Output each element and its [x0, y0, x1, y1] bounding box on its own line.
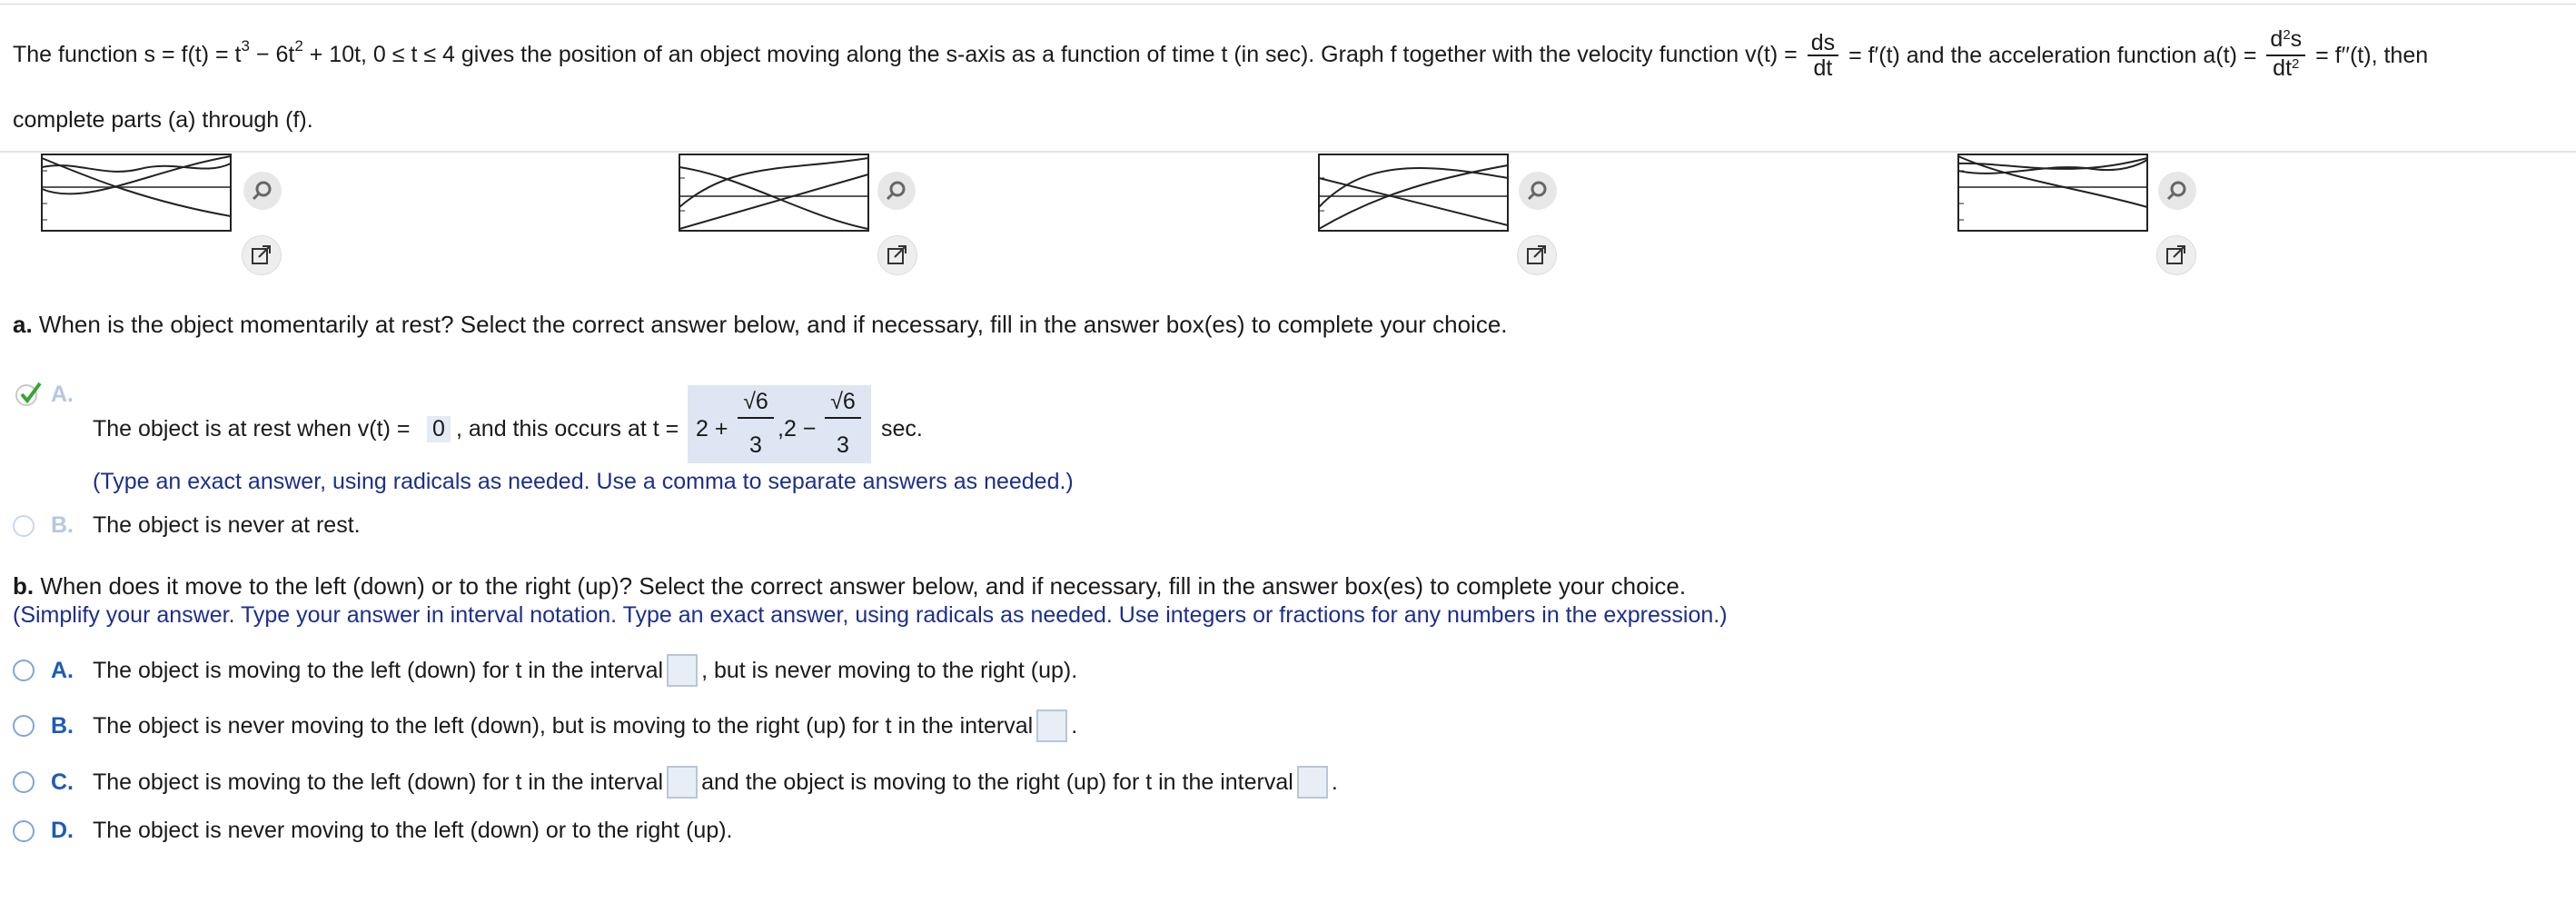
fraction-bar-1 [738, 417, 774, 419]
part-b-question: b. When does it move to the left (down) or to the right (up)? Select the correct answer below, and if necessary, fill in the answer box(es) to complete your choice. [13, 572, 1687, 600]
answer-num-2: √6 [830, 389, 856, 414]
magnifier-icon [1526, 179, 1550, 203]
option-letter: A. [51, 657, 74, 683]
graph-option-2[interactable] [678, 153, 1005, 280]
fraction-bar-2 [825, 417, 861, 419]
graph-option-3[interactable] [1317, 153, 1644, 280]
answer-num-1: √6 [743, 389, 768, 414]
popout-button-1[interactable] [242, 235, 282, 275]
part-a-option-a-text-2: , and this occurs at t = [456, 416, 679, 442]
part-b-option-a[interactable] [13, 654, 1077, 687]
part-b-option-b[interactable] [13, 710, 1077, 742]
part-a-option-a-text-1: The object is at rest when v(t) = [93, 416, 411, 442]
option-letter: B. [51, 512, 74, 538]
zoom-button-3[interactable] [1519, 172, 1557, 210]
interval-input[interactable] [667, 654, 698, 687]
zoom-button-2[interactable] [877, 172, 916, 210]
popout-icon [2165, 244, 2187, 266]
problem-text-3: = f′′(t), then [2315, 43, 2429, 68]
option-text-1: The object is moving to the left (down) for t in the interval [93, 769, 664, 795]
interval-input[interactable] [1036, 710, 1067, 742]
answer-part-1: 2 + [696, 416, 728, 442]
graph-thumbnail-1[interactable] [40, 153, 235, 236]
radio-button[interactable] [13, 771, 35, 793]
graph-option-1[interactable] [40, 153, 367, 280]
zoom-button-1[interactable] [243, 172, 282, 210]
option-text-2: and the object is moving to the right (up) for t in the interval [701, 769, 1293, 795]
zoom-button-4[interactable] [2158, 172, 2196, 210]
acceleration-fraction: $\frac{d^2s}{dt^2}$ [2266, 27, 2305, 84]
part-a-option-a-letter: A. [51, 382, 74, 407]
popout-button-4[interactable] [2156, 235, 2196, 275]
option-text-1: The object is never moving to the left (down), but is moving to the right (up) for t in the interval [93, 712, 1034, 739]
popout-button-2[interactable] [877, 235, 917, 275]
option-letter: C. [51, 769, 74, 795]
graph-thumbnail-3[interactable] [1317, 153, 1512, 236]
graph-option-4[interactable] [1957, 153, 2284, 280]
radio-button[interactable] [13, 515, 35, 537]
part-a-question: a. When is the object momentarily at rest? Select the correct answer below, and if necessary, fill in the answer box(es) to complete your choice. [13, 311, 1508, 338]
interval-input-right[interactable] [1297, 766, 1328, 799]
velocity-fraction: $\frac{ds}{dt}$ [1808, 31, 1838, 80]
problem-text-line2: complete parts (a) through (f). [13, 107, 313, 133]
option-text: The object is never at rest. [93, 512, 361, 538]
popout-icon [887, 244, 908, 266]
interval-input-left[interactable] [667, 766, 698, 799]
option-text-2: . [1071, 712, 1078, 739]
problem-text-2: = f′(t) and the acceleration function a(t) = [1848, 43, 2257, 68]
part-b-option-d[interactable] [13, 818, 733, 844]
problem-text-1: The function $s = f(t) = t^3 - 6t^2 + 10t$, 0 ≤ t ≤ 4 gives the position of an object moving along the s-axis as a function of time t (in sec). Graph f together with the velocity function v(t) = [13, 36, 1798, 67]
part-b-hint: (Simplify your answer. Type your answer in interval notation. Type an exact answer, using radicals as needed. Use integers or fractions for any numbers in the expression.) [13, 602, 1728, 628]
radio-button[interactable] [13, 820, 35, 842]
answer-separator: ,2 − [778, 416, 817, 442]
option-letter: B. [51, 712, 74, 739]
magnifier-icon [885, 179, 908, 203]
checkmark-icon [13, 380, 49, 411]
unit-label: sec. [881, 416, 923, 442]
top-border [0, 4, 2576, 5]
radio-button[interactable] [13, 715, 35, 737]
problem-statement [13, 27, 2547, 82]
answer-den-1: 3 [749, 432, 762, 458]
magnifier-icon [2165, 179, 2189, 203]
option-text: The object is never moving to the left (down) or to the right (up). [93, 818, 733, 843]
part-a-hint: (Type an exact answer, using radicals as needed. Use a comma to separate answers as needed.) [93, 469, 1074, 494]
answer-den-2: 3 [837, 432, 849, 458]
part-a-option-b[interactable] [13, 512, 361, 539]
option-text-3: . [1331, 769, 1338, 795]
option-letter: D. [51, 818, 74, 843]
popout-icon [251, 244, 272, 266]
popout-icon [1526, 244, 1548, 266]
magnifier-icon [251, 179, 274, 203]
option-text-2: , but is never moving to the right (up). [701, 657, 1078, 683]
graph-thumbnail-2[interactable] [678, 153, 873, 236]
option-text-1: The object is moving to the left (down) for t in the interval [93, 657, 664, 683]
v-value-answer[interactable]: 0 [427, 416, 451, 442]
popout-button-3[interactable] [1517, 235, 1557, 275]
part-a-option-a-radio[interactable] [13, 380, 49, 417]
part-b-option-c[interactable] [13, 766, 1338, 799]
graph-thumbnail-4[interactable] [1957, 153, 2152, 236]
radio-button[interactable] [13, 660, 35, 681]
